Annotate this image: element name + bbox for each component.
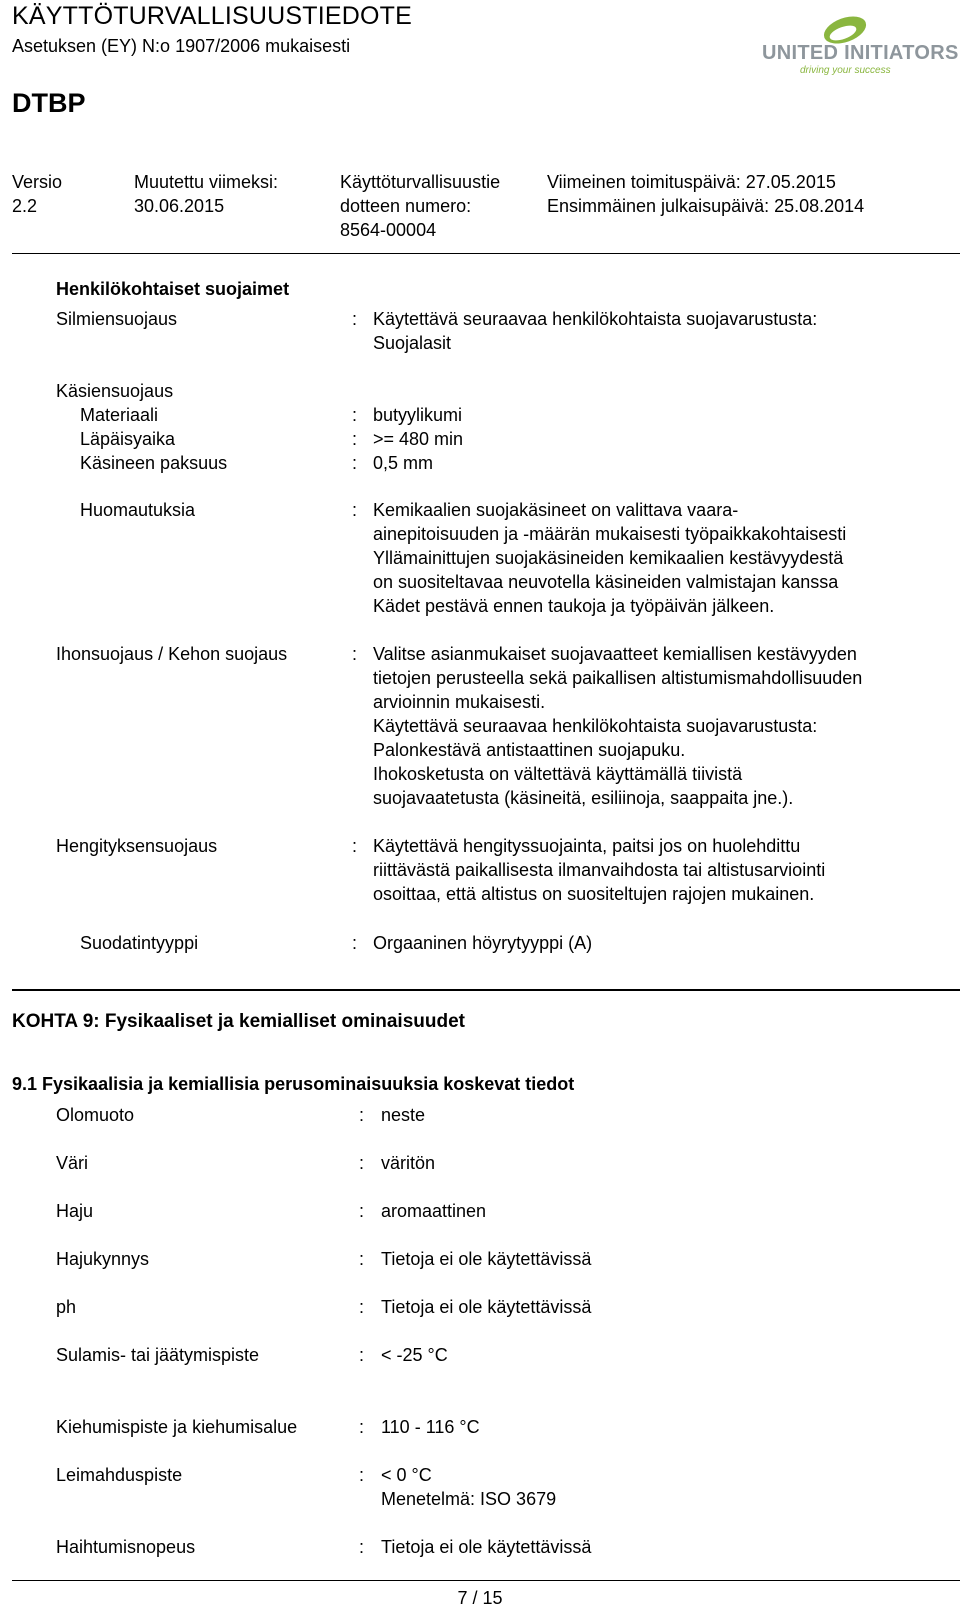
property-value: Tietoja ei ole käytettävissä [381,1537,592,1557]
colon: : [359,1297,365,1317]
regulation-subtitle: Asetuksen (EY) N:o 1907/2006 mukaisesti [12,36,351,56]
colon: : [352,500,358,520]
colon: : [359,1417,365,1437]
property-value: neste [381,1105,426,1125]
logo-brand-text: UNITED INITIATORS [762,42,959,64]
property-value: Tietoja ei ole käytettävissä [381,1297,592,1317]
breakthrough-label: Läpäisyaika [80,429,176,449]
respiratory-protection-value: Käytettävä hengityssuojainta, paitsi jos on huolehdittu riittävästä paikallisesta ilmanvaihdosta tai altistusarviointi osoittaa, että altistus on suositeltujen rajojen mukainen. [373,836,826,904]
property-value: väritön [381,1153,436,1173]
product-name: DTBP [12,88,86,118]
property-label: Haihtumisnopeus [56,1537,196,1557]
filter-type-label: Suodatintyyppi [80,933,199,953]
property-label: Leimahduspiste [56,1465,183,1485]
material-label: Materiaali [80,405,159,425]
eye-protection-label: Silmiensuojaus [56,309,178,329]
hand-protection-label: Käsiensuojaus [56,381,174,401]
remarks-label: Huomautuksia [80,500,196,520]
footer-divider [12,1580,960,1581]
glove-thickness-value: 0,5 mm [373,453,434,473]
colon: : [359,1249,365,1269]
property-label: Hajukynnys [56,1249,150,1269]
first-issue-date: Ensimmäinen julkaisupäivä: 25.08.2014 [547,196,865,216]
property-label: Väri [56,1153,89,1173]
colon: : [359,1345,365,1365]
glove-thickness-label: Käsineen paksuus [80,453,228,473]
colon: : [359,1537,365,1557]
property-value: aromaattinen [381,1201,487,1221]
property-label: ph [56,1297,77,1317]
property-label: Olomuoto [56,1105,135,1125]
material-value: butyylikumi [373,405,463,425]
last-issue-date: Viimeinen toimituspäivä: 27.05.2015 [547,172,836,192]
property-value: < -25 °C [381,1345,448,1365]
version-value: 2.2 [12,196,38,216]
respiratory-protection-label: Hengityksensuojaus [56,836,218,856]
remarks-value: Kemikaalien suojakäsineet on valittava vaara- ainepitoisuuden ja -määrän mukaisesti työpaikkakohtaisesti Yllämainittujen suojakäsineiden kemikaalien kestävyydestä on suositeltavaa neuvotella käsineiden valmistajan kanssa Kädet pestävä ennen taukoja ja työpäivän jälkeen. [373,500,847,616]
header-divider [12,253,960,254]
revised-label: Muutettu viimeksi: [134,172,279,192]
skin-protection-value: Valitse asianmukaiset suojavaatteet kemiallisen kestävyyden tietojen perusteella sekä paikallisen altistumismahdollisuuden arvioinnin mukaisesti. Käytettävä seuraavaa henkilökohtaista suojavarustusta: Palonkestävä antistaattinen suojapuku. Ihokosketusta on vältettävä käyttämällä tiivistä suojavaatetusta (käsineitä, esiliinoja, saappaita jne.). [373,644,863,808]
page-number: 7 / 15 [457,1588,503,1608]
colon: : [359,1153,365,1173]
colon: : [352,836,358,856]
skin-protection-label: Ihonsuojaus / Kehon suojaus [56,644,288,664]
breakthrough-value: >= 480 min [373,429,464,449]
sds-number-label-2: dotteen numero: [340,196,472,216]
colon: : [352,933,358,953]
ppe-heading: Henkilökohtaiset suojaimet [56,279,290,299]
version-label: Versio [12,172,63,192]
document-title: KÄYTTÖTURVALLISUUSTIEDOTE [12,2,412,30]
section-divider [12,989,960,991]
section9-heading: KOHTA 9: Fysikaaliset ja kemialliset ominaisuudet [12,1011,465,1032]
property-value: < 0 °C Menetelmä: ISO 3679 [381,1465,557,1509]
colon: : [359,1105,365,1125]
colon: : [352,429,358,449]
filter-type-value: Orgaaninen höyrytyyppi (A) [373,933,593,953]
colon: : [352,644,358,664]
revised-value: 30.06.2015 [134,196,225,216]
sds-number-label-1: Käyttöturvallisuustie [340,172,501,192]
colon: : [359,1201,365,1221]
property-label: Sulamis- tai jäätymispiste [56,1345,260,1365]
logo-tagline: driving your success [800,65,891,76]
property-value: Tietoja ei ole käytettävissä [381,1249,592,1269]
property-label: Kiehumispiste ja kiehumisalue [56,1417,298,1437]
colon: : [359,1465,365,1485]
colon: : [352,453,358,473]
section9-subheading: 9.1 Fysikaalisia ja kemiallisia perusominaisuuksia koskevat tiedot [12,1074,575,1094]
property-label: Haju [56,1201,94,1221]
colon: : [352,309,358,329]
eye-protection-value: Käytettävä seuraavaa henkilökohtaista suojavarustusta: Suojalasit [373,309,818,353]
sds-number-value: 8564-00004 [340,220,437,240]
property-value: 110 - 116 °C [381,1417,480,1437]
colon: : [352,405,358,425]
